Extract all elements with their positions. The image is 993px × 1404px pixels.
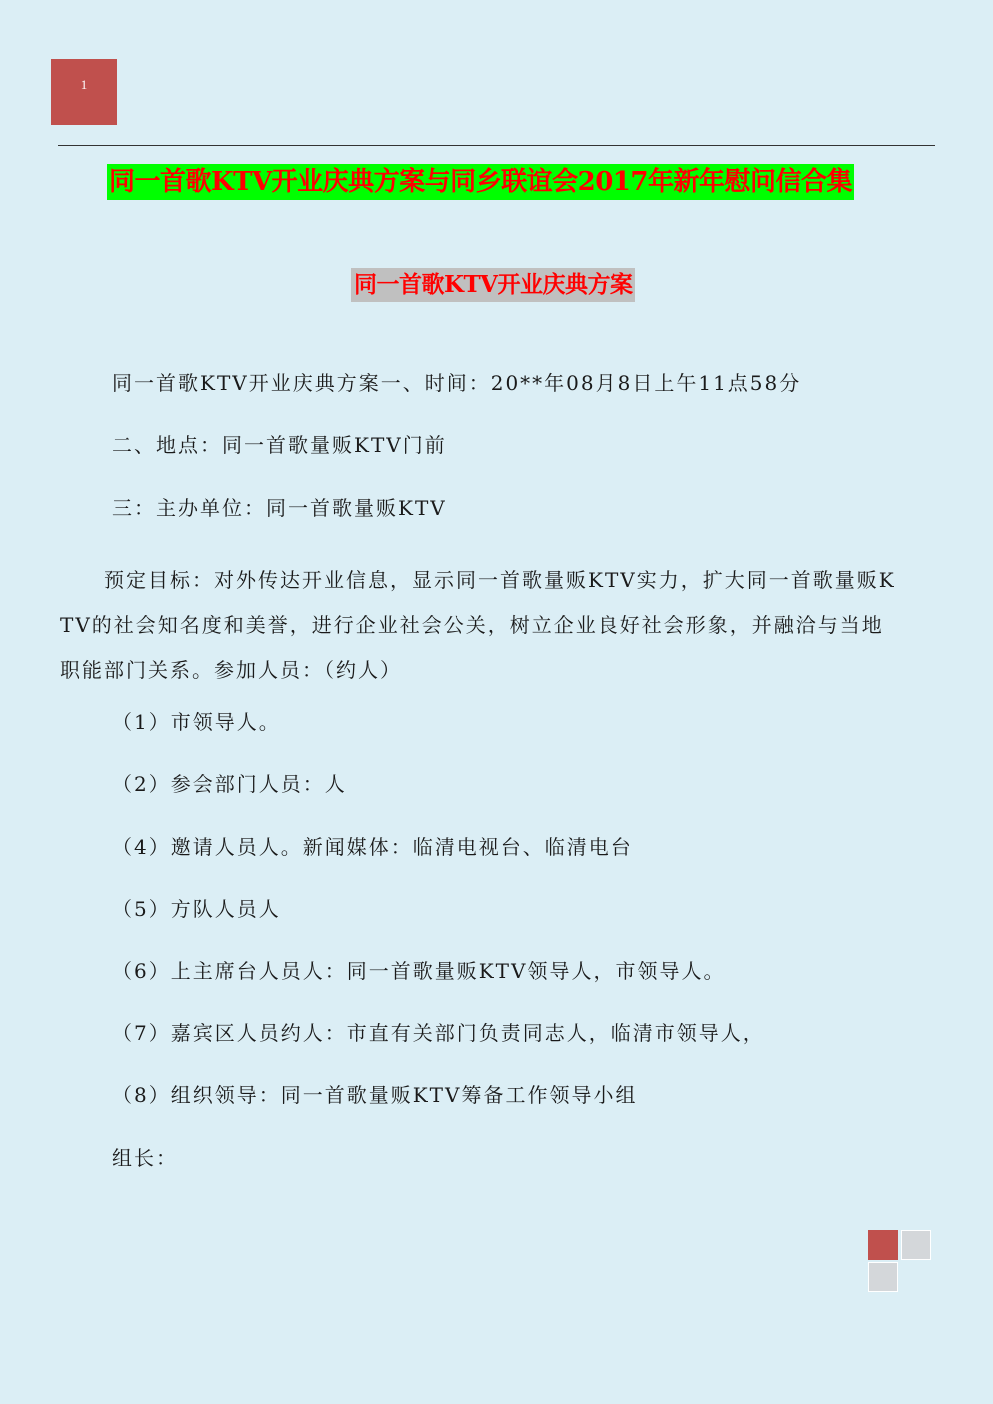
goal-line: 预定目标：对外传达开业信息，显示同一首歌量贩KTV实力，扩大同一首歌量贩K — [60, 568, 896, 592]
paragraph-location: 二、地点：同一首歌量贩KTV门前 — [112, 433, 447, 457]
list-item: （4）邀请人员人。新闻媒体：临清电视台、临清电台 — [112, 835, 633, 859]
list-item: （8）组织领导：同一首歌量贩KTV筹备工作领导小组 — [112, 1083, 638, 1107]
section-title: 同一首歌KTV开业庆典方案 — [351, 268, 635, 302]
header-divider — [58, 145, 935, 146]
decorative-square-gray — [868, 1262, 898, 1292]
document-main-title: 同一首歌KTV开业庆典方案与同乡联谊会2017年新年慰问信合集 — [107, 164, 854, 200]
paragraph-goal — [60, 558, 930, 693]
list-item: （6）上主席台人员人：同一首歌量贩KTV领导人，市领导人。 — [112, 959, 726, 983]
list-item: （5）方队人员人 — [112, 897, 281, 921]
decorative-square-gray — [901, 1230, 931, 1260]
goal-line: TV的社会知名度和美誉，进行企业社会公关，树立企业良好社会形象，并融洽与当地 — [60, 613, 884, 637]
list-item: （7）嘉宾区人员约人：市直有关部门负责同志人，临清市领导人， — [112, 1021, 765, 1045]
page-number-box — [51, 59, 117, 125]
list-item: （2）参会部门人员：人 — [112, 772, 347, 796]
goal-line: 职能部门关系。参加人员：（约人） — [60, 658, 402, 682]
paragraph-time: 同一首歌KTV开业庆典方案一、时间：20**年08月8日上午11点58分 — [112, 371, 802, 395]
paragraph-group-leader: 组长： — [112, 1146, 178, 1170]
list-item: （1）市领导人。 — [112, 710, 281, 734]
paragraph-organizer: 三：主办单位：同一首歌量贩KTV — [112, 496, 447, 520]
decorative-square-red — [868, 1230, 898, 1260]
page-number: 1 — [80, 77, 88, 92]
